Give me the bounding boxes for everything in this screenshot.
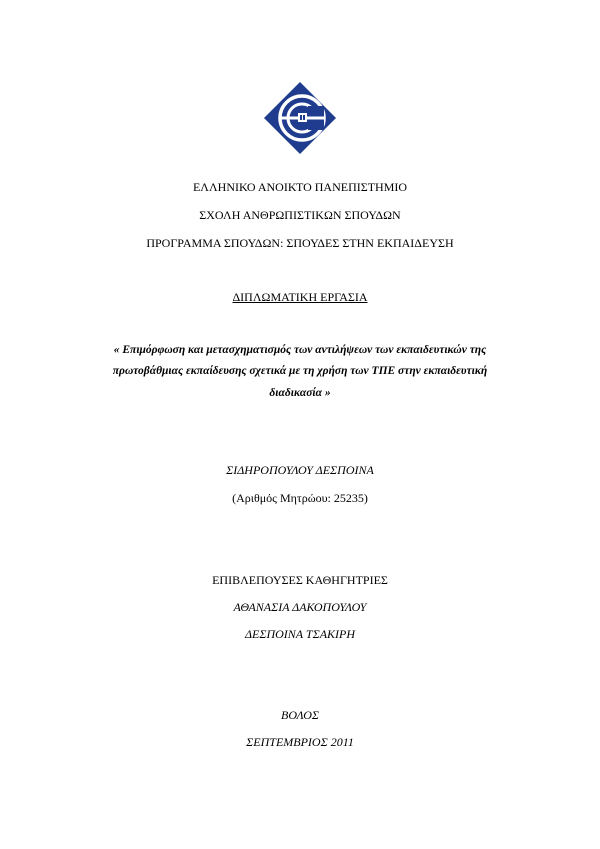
thesis-title-line-1: « Επιμόρφωση και μετασχηματισμός των αντιλήψεων των εκπαιδευτικών της bbox=[113, 344, 487, 356]
eap-university-logo-icon bbox=[264, 82, 336, 154]
registration-number: (Αριθμός Μητρώου: 25235) bbox=[232, 491, 368, 505]
supervisor-name-1: ΑΘΑΝΑΣΙΑ ΔΑΚΟΠΟΥΛΟΥ bbox=[233, 600, 367, 614]
thesis-title-line-3: διαδικασία » bbox=[269, 387, 331, 399]
school-name: ΣΧΟΛΗ ΑΝΘΡΩΠΙΣΤΙΚΩΝ ΣΠΟΥΔΩΝ bbox=[199, 208, 401, 222]
date: ΣΕΠΤΕΜΒΡΙΟΣ 2011 bbox=[246, 735, 354, 749]
author-name: ΣΙΔΗΡΟΠΟΥΛΟΥ ΔΕΣΠΟΙΝΑ bbox=[226, 463, 374, 477]
university-name: ΕΛΛΗΝΙΚΟ ΑΝΟΙΚΤΟ ΠΑΝΕΠΙΣΤΗΜΙΟ bbox=[192, 180, 408, 194]
supervisors-heading: ΕΠΙΒΛΕΠΟΥΣΕΣ ΚΑΘΗΓΗΤΡΙΕΣ bbox=[212, 573, 388, 587]
thesis-title-line-2: πρωτοβάθμιας εκπαίδευσης σχετικά με τη χρήση των ΤΠΕ στην εκπαιδευτική bbox=[112, 365, 488, 377]
program-name: ΠΡΟΓΡΑΜΜΑ ΣΠΟΥΔΩΝ: ΣΠΟΥΔΕΣ ΣΤΗΝ ΕΚΠΑΙΔΕΥΣΗ bbox=[146, 236, 454, 250]
place: ΒΟΛΟΣ bbox=[281, 708, 319, 722]
supervisor-name-2: ΔΕΣΠΟΙΝΑ ΤΣΑΚΙΡΗ bbox=[244, 627, 356, 641]
document-type: ΔΙΠΛΩΜΑΤΙΚΗ ΕΡΓΑΣΙΑ bbox=[232, 290, 368, 304]
